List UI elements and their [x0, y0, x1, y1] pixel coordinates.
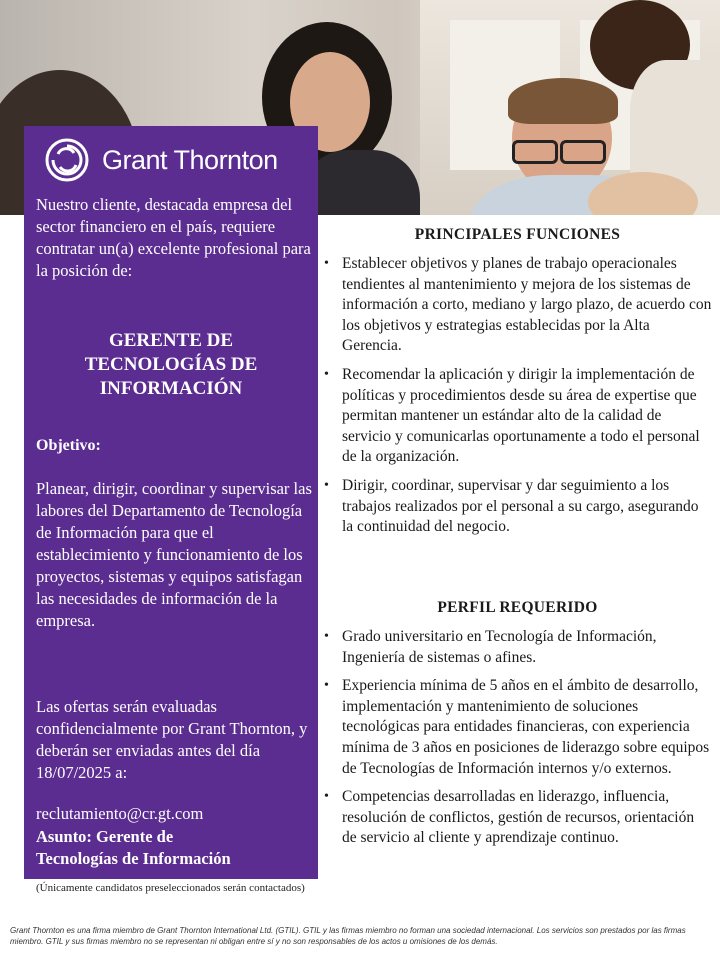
- job-title-line: INFORMACIÓN: [99, 378, 243, 399]
- list-item: [320, 787, 712, 849]
- list-item-text: Competencias desarrolladas en liderazgo, influencia, resolución de conflictos, gestión de recursos, orientación de servicio al cliente y aprendizaje continuo.: [342, 788, 695, 847]
- profile-list: [320, 627, 712, 857]
- job-title-line: TECNOLOGÍAS DE: [84, 354, 258, 375]
- subject-line: Tecnologías de Información: [36, 849, 231, 868]
- list-item-text: Recomendar la aplicación y dirigir la implementación de políticas y procedimientos desde su área de expertise que permitan mantener un estándar alto de la calidad de servicio y comunicarlas oportunamente a todo el personal de la organización.: [342, 365, 700, 466]
- bullet-icon: •: [324, 366, 329, 382]
- list-item-text: Establecer objetivos y planes de trabajo operacionales tendientes al mantenimiento y mejora de los sistemas de información a corto, mediano y largo plazo, de acuerdo con los objetivos y estrategias establecidas por la Alta Gerencia.: [342, 255, 712, 355]
- grant-thornton-logo-icon: [44, 137, 90, 183]
- objective-label: Objetivo:: [36, 437, 101, 454]
- bullet-icon: •: [324, 789, 329, 805]
- bullet-icon: •: [324, 477, 329, 493]
- contact-email[interactable]: reclutamiento@cr.gt.com: [36, 804, 204, 823]
- preselection-note: (Únicamente candidatos preseleccionados serán contactados): [36, 882, 305, 894]
- subject-line: Asunto: Gerente de: [36, 827, 174, 846]
- list-item: [320, 676, 712, 779]
- bullet-icon: •: [324, 629, 329, 644]
- job-title-line: GERENTE DE: [108, 330, 234, 351]
- email-subject: [36, 826, 316, 870]
- legal-footer: Grant Thornton es una firma miembro de Grant Thornton International Ltd. (GTIL). GTIL y las firmas miembro no forman una sociedad internacional. Los servicios son prestados por las firmas miembro. GTIL y sus firmas miembro no se representan ni obligan entre sí y no son responsables de los actos u omisiones de los demás.: [10, 926, 686, 946]
- list-item-text: Grado universitario en Tecnología de Información, Ingeniería de sistemas o afines.: [342, 628, 657, 666]
- functions-list: [320, 254, 712, 546]
- job-title: [24, 329, 318, 401]
- offers-text: Las ofertas serán evaluadas confidencialmente por Grant Thornton, y deberán ser enviadas antes del día 18/07/2025 a:: [36, 697, 308, 782]
- list-item: [320, 627, 712, 668]
- intro-text: Nuestro cliente, destacada empresa del sector financiero en el país, requiere contratar un(a) excelente profesional para la posición de:: [36, 195, 311, 280]
- bullet-icon: •: [324, 678, 329, 694]
- objective-text: Planear, dirigir, coordinar y supervisar las labores del Departamento de Tecnología de Información para que el establecimiento y funcionamiento de los proyectos, sistemas y equipos satisfagan las necesidades de información de la empresa.: [36, 479, 312, 630]
- functions-title: PRINCIPALES FUNCIONES: [414, 226, 621, 243]
- brand-logo: [44, 136, 278, 184]
- list-item: [320, 476, 712, 538]
- list-item: [320, 365, 712, 468]
- list-item: [320, 254, 712, 357]
- list-item-text: Dirigir, coordinar, supervisar y dar seguimiento a los trabajos realizados por el personal a su cargo, asegurando la continuidad del negocio.: [342, 476, 699, 536]
- info-panel: [24, 126, 318, 879]
- bullet-icon: •: [324, 256, 329, 271]
- list-item-text: Experiencia mínima de 5 años en el ámbito de desarrollo, implementación y mantenimiento de soluciones tecnológicas para entidades financieras, con experiencia mínima de 3 años en posiciones de liderazgo sobre equipos de Tecnologías de Información internos y/o externos.: [342, 677, 710, 777]
- profile-title: PERFIL REQUERIDO: [437, 599, 598, 616]
- brand-name: Grant Thornton: [102, 144, 278, 175]
